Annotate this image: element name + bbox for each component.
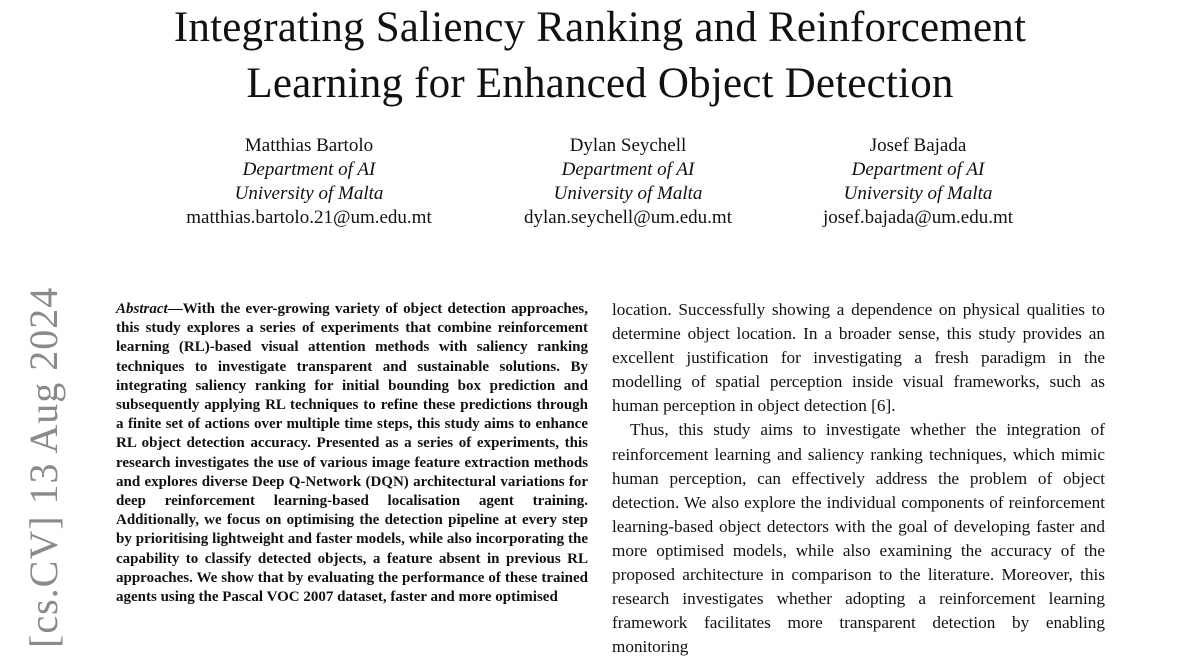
abstract bbox=[116, 300, 588, 607]
author-university: University of Malta bbox=[553, 183, 703, 204]
abstract-label: Abstract bbox=[116, 301, 168, 317]
author-name: Dylan Seychell bbox=[569, 135, 687, 156]
arxiv-stamp: [cs.CV] 13 Aug 2024 bbox=[21, 286, 66, 648]
author-department: Department of AI bbox=[561, 159, 695, 180]
body-column-right bbox=[612, 298, 1105, 659]
author-department: Department of AI bbox=[242, 159, 376, 180]
abstract-text: —With the ever-growing variety of object detection approaches, this study explores a series of experiments that combine reinforcement learning (RL)-based visual attention methods with saliency ranking techniques to investigate transparent and sustainable solutions. By integrating saliency ranking for initial bounding box prediction and subsequently applying RL techniques to refine these predictions through a finite set of actions over multiple time steps, this study aims to enhance RL object detection accuracy. Presented as a series of experiments, this research investigates the use of various image feature extraction methods and explores diverse Deep Q-Network (DQN) architectural variations for deep reinforcement learning-based localisation agent training. Additionally, we focus on optimising the detection pipeline at every step by prioritising lightweight and faster models, while also incorporating the capability to classify detected objects, a feature absent in previous RL approaches. We show that by evaluating the performance of these trained agents using the Pascal VOC 2007 dataset, faster and more optimised bbox=[116, 301, 588, 606]
author-email[interactable]: matthias.bartolo.21@um.edu.mt bbox=[186, 207, 432, 228]
title-line-1: Integrating Saliency Ranking and Reinforcement bbox=[173, 4, 1027, 51]
paper-title bbox=[0, 0, 1200, 112]
author-name: Josef Bajada bbox=[869, 135, 967, 156]
author-2 bbox=[468, 134, 788, 230]
body-paragraph: Thus, this study aims to investigate whether the integration of reinforcement learning and saliency ranking techniques, which mimic human perception, can effectively address the problem of object detection. We also explore the individual components of reinforcement learning-based object detectors with the goal of developing faster and more optimised models, while also examining the accuracy of the proposed architecture in comparison to the literature. Moreover, this research investigates whether adopting a reinforcement learning framework facilitates more transparent detection by enabling monitoring bbox=[612, 420, 1105, 657]
author-1 bbox=[149, 134, 469, 230]
author-university: University of Malta bbox=[843, 183, 993, 204]
author-3 bbox=[758, 134, 1078, 230]
author-name: Matthias Bartolo bbox=[244, 135, 374, 156]
author-email[interactable]: dylan.seychell@um.edu.mt bbox=[524, 207, 732, 228]
title-line-2: Learning for Enhanced Object Detection bbox=[246, 60, 954, 107]
author-university: University of Malta bbox=[234, 183, 384, 204]
body-paragraph: location. Successfully showing a dependence on physical qualities to determine object location. In a broader sense, this study provides an excellent justification for investigating a fresh paradigm in the modelling of spatial perception inside visual frameworks, such as human perception in object detection [6]. bbox=[612, 300, 1105, 416]
author-department: Department of AI bbox=[851, 159, 985, 180]
author-email[interactable]: josef.bajada@um.edu.mt bbox=[822, 207, 1014, 228]
